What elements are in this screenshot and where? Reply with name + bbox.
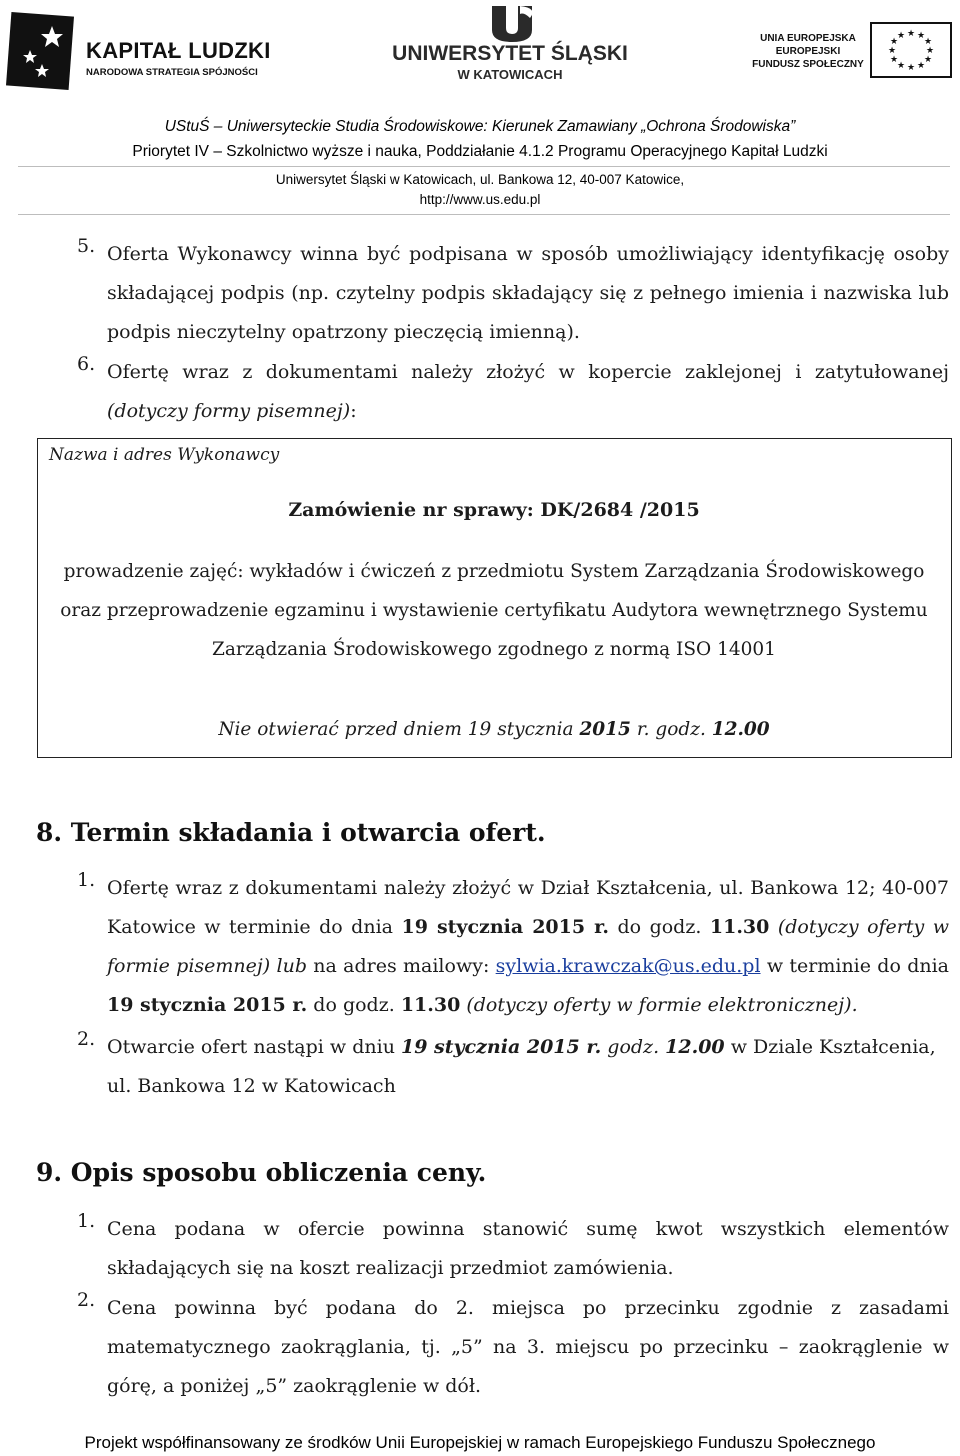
s9-item-1-text: Cena podana w ofercie powinna stanowić sumę kwot wszystkich elementów składających się na koszt realizacji przedmiot zamówienia. xyxy=(107,1218,949,1279)
do-not-open-time: 12.00 xyxy=(711,719,770,740)
s9-item-1-number: 1. xyxy=(77,1210,96,1232)
s8-item-1-text xyxy=(107,869,949,1025)
svg-text:★: ★ xyxy=(925,46,935,56)
s8-i1-b4: 11.30 xyxy=(400,994,461,1016)
stars-icon xyxy=(12,20,68,82)
svg-text:★: ★ xyxy=(896,61,906,71)
ue-text xyxy=(752,32,864,71)
do-not-open-year: 2015 xyxy=(579,719,631,740)
s8-item-2-text xyxy=(107,1028,949,1106)
svg-text:★: ★ xyxy=(887,46,897,56)
unia-europejska-logo xyxy=(752,22,952,82)
item-6-text xyxy=(107,353,949,431)
uniwersytet-slaski-logo xyxy=(390,4,630,84)
header-divider xyxy=(18,166,950,167)
subject-line-2: oraz przeprowadzenie egzaminu i wystawienie certyfikatu Audytora wewnętrznego Systemu xyxy=(60,600,928,621)
s9-item-2-text: Cena powinna być podana do 2. miejsca po przecinku zgodnie z zasadami matematycznego zaokrąglania, tj. „5” na 3. miejscu po przecinku – zaokrąglenie w górę, a poniżej „5” zaokrąglenie w dół. xyxy=(107,1297,949,1397)
header-divider-bottom xyxy=(18,214,950,215)
svg-text:★: ★ xyxy=(889,55,899,65)
header-priority: Priorytet IV – Szkolnictwo wyższe i nauka, Poddziałanie 4.1.2 Programu Operacyjnego Kapitał Ludzki xyxy=(132,143,828,160)
s8-i1-t2: do godz. xyxy=(609,916,710,938)
s8-i2-bi2: 12.00 xyxy=(665,1036,725,1058)
item-6-number: 6. xyxy=(77,353,96,375)
s8-i1-t3: na adres mailowy: xyxy=(307,955,496,977)
ue-line3: FUNDUSZ SPOŁECZNY xyxy=(752,59,864,70)
do-not-open-mid: r. godz. xyxy=(630,719,712,740)
s8-i1-b2: 11.30 xyxy=(709,916,770,938)
eu-flag-icon xyxy=(870,22,952,78)
svg-text:★: ★ xyxy=(923,37,933,47)
s8-i1-t1: Ofertę wraz z dokumentami należy złożyć w Dział Kształcenia, ul. Bankowa 12; 40-007 Katowice w terminie do dnia xyxy=(107,877,949,938)
section-9-heading: 9. Opis sposobu obliczenia ceny. xyxy=(36,1158,487,1187)
section-8-heading: 8. Termin składania i otwarcia ofert. xyxy=(36,818,546,847)
item-6-main: Ofertę wraz z dokumentami należy złożyć w kopercie zaklejonej i zatytułowanej xyxy=(107,361,949,383)
header-website: http://www.us.edu.pl xyxy=(419,192,541,207)
svg-text:★: ★ xyxy=(896,31,906,41)
s8-i1-b1: 19 stycznia 2015 r. xyxy=(401,916,610,938)
kapital-ludzki-logo xyxy=(6,12,286,92)
svg-text:★: ★ xyxy=(906,63,916,73)
s8-item-1-number: 1. xyxy=(77,869,96,891)
s8-i2-t1: Otwarcie ofert nastąpi w dniu xyxy=(107,1036,401,1058)
svg-text:★: ★ xyxy=(923,55,933,65)
item-6-italic: (dotyczy formy pisemnej) xyxy=(107,400,351,422)
s8-i1-b3: 19 stycznia 2015 r. xyxy=(107,994,308,1016)
email-link[interactable]: sylwia.krawczak@us.edu.pl xyxy=(495,955,761,977)
ue-line2: EUROPEJSKI xyxy=(775,46,841,57)
svg-text:★: ★ xyxy=(916,61,926,71)
do-not-open-note xyxy=(38,719,950,740)
contractor-label: Nazwa i adres Wykonawcy xyxy=(49,445,280,465)
uniwersytet-subtitle: W KATOWICACH xyxy=(457,67,563,82)
uniwersytet-emblem-icon xyxy=(486,4,538,44)
item-5-text: Oferta Wykonawcy winna być podpisana w sposób umożliwiający identyfikację osoby składającej podpis (np. czytelny podpis składający się z pełnego imienia i nazwiska lub podpis nieczytelny opatrzony pieczęcią imienną). xyxy=(107,243,949,343)
s8-i1-t4: w terminie do dnia xyxy=(760,955,949,977)
envelope-box xyxy=(37,438,952,758)
svg-text:★: ★ xyxy=(889,37,899,47)
footer-cofinancing: Projekt współfinansowany ze środków Unii Europejskiej w ramach Europejskiego Funduszu Społecznego xyxy=(84,1433,876,1452)
s8-i1-t5: do godz. xyxy=(307,994,401,1016)
header-project-title: UStuŚ – Uniwersyteckie Studia Środowiskowe: Kierunek Zamawiany „Ochrona Środowiska” xyxy=(164,118,796,135)
eu-stars-icon xyxy=(872,24,950,76)
header-address: Uniwersytet Śląski w Katowicach, ul. Bankowa 12, 40-007 Katowice, xyxy=(275,172,685,187)
item-6-tail: : xyxy=(350,400,357,422)
do-not-open-prefix: Nie otwierać przed dniem 19 stycznia xyxy=(218,719,580,740)
svg-text:★: ★ xyxy=(906,29,916,39)
s8-i2-i1: godz. xyxy=(601,1036,666,1058)
s8-i2-bi1: 19 stycznia 2015 r. xyxy=(400,1036,602,1058)
uniwersytet-title: UNIWERSYTET ŚLĄSKI xyxy=(392,42,628,65)
s8-i1-i2: (dotyczy oferty w formie elektronicznej). xyxy=(460,994,858,1016)
svg-text:★: ★ xyxy=(916,31,926,41)
subject-line-3: Zarządzania Środowiskowego zgodnego z normą ISO 14001 xyxy=(212,639,776,660)
s9-item-2-number: 2. xyxy=(77,1289,96,1311)
item-5-number: 5. xyxy=(77,235,96,257)
s8-i2-t2: w Dziale Kształcenia, ul. Bankowa 12 w Katowicach xyxy=(107,1036,936,1097)
ue-line1: UNIA EUROPEJSKA xyxy=(760,33,856,44)
s8-item-2-number: 2. xyxy=(77,1028,96,1050)
order-number: Zamówienie nr sprawy: DK/2684 /2015 xyxy=(288,499,700,521)
subject-line-1: prowadzenie zajęć: wykładów i ćwiczeń z przedmiotu System Zarządzania Środowiskowego xyxy=(63,561,925,582)
s8-i1-i1: (dotyczy oferty w formie pisemnej) lub xyxy=(107,916,949,977)
kapital-ludzki-subtitle: NARODOWA STRATEGIA SPÓJNOŚCI xyxy=(86,67,258,78)
kapital-ludzki-title: KAPITAŁ LUDZKI xyxy=(86,38,271,63)
